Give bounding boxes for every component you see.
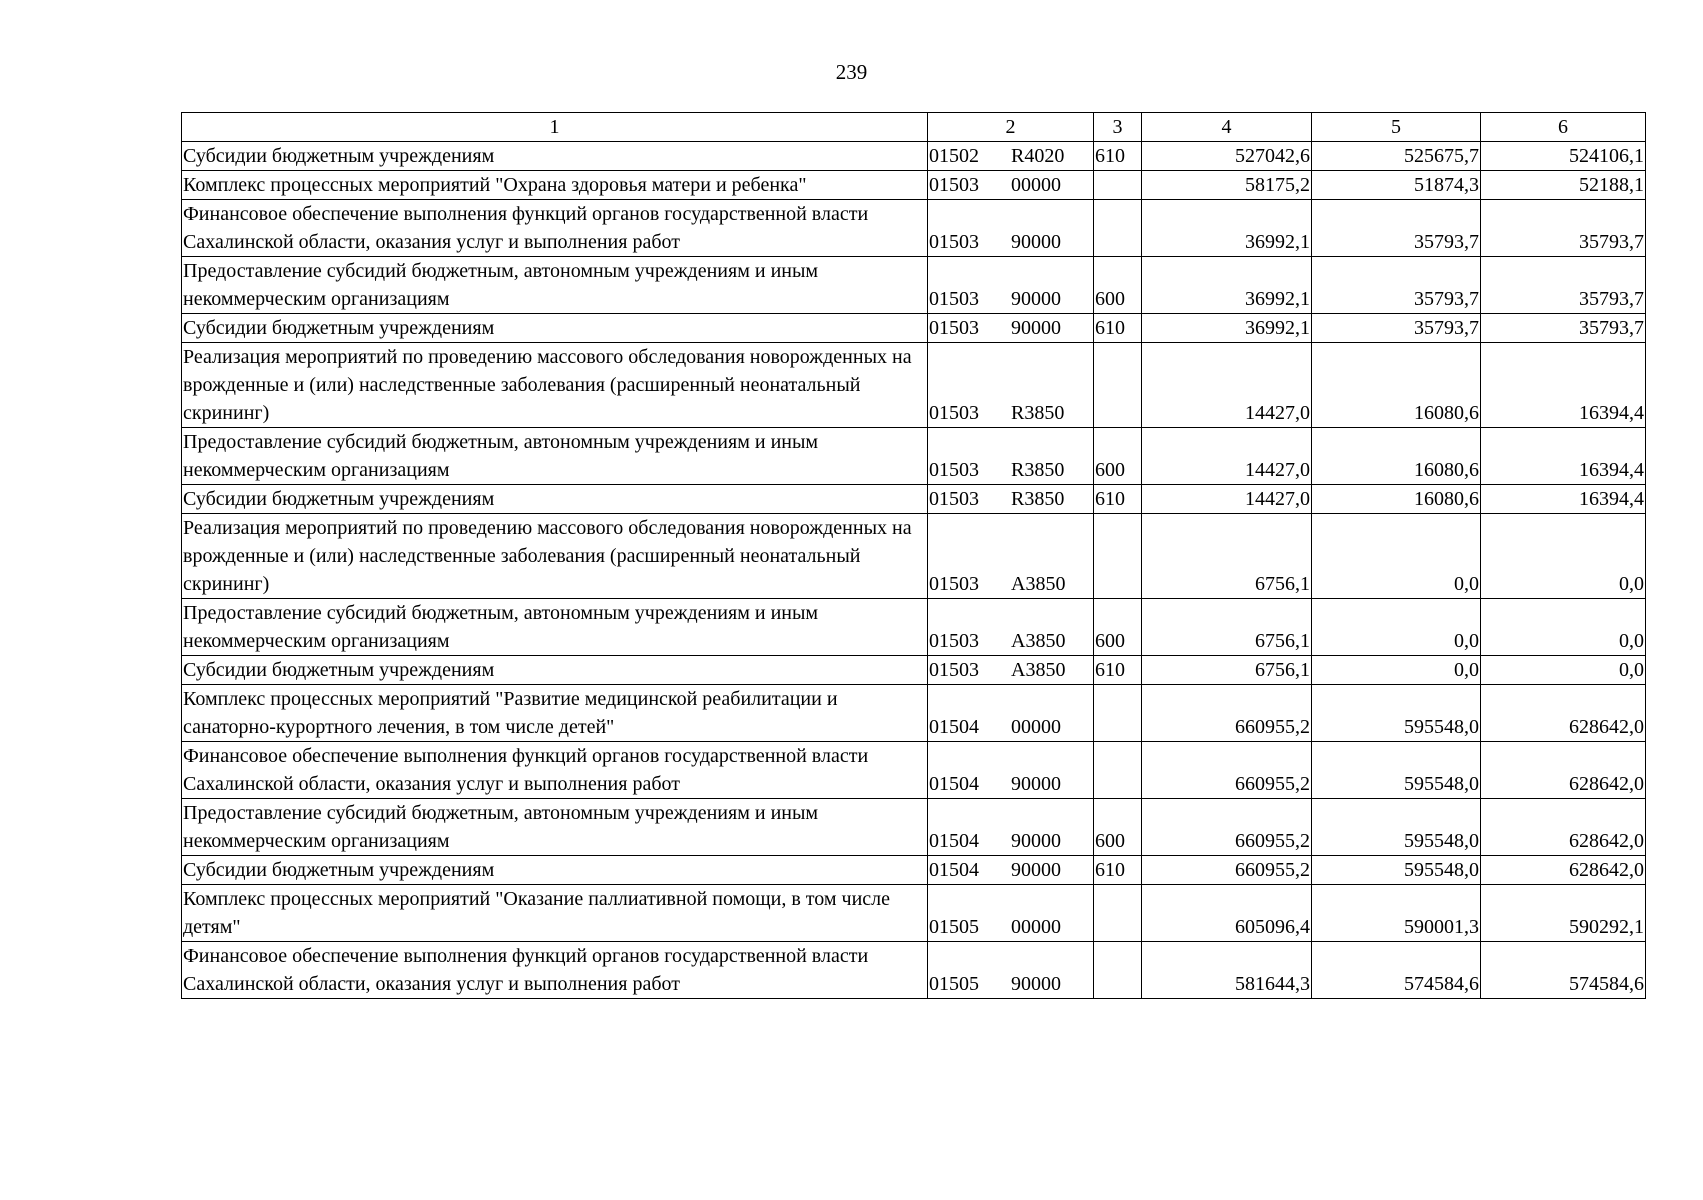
value-col-6: 628642,0 [1481, 742, 1646, 799]
row-code [928, 942, 1094, 999]
budget-table [181, 112, 1646, 999]
program-code: 01505 [929, 973, 979, 995]
value-col-6: 35793,7 [1481, 257, 1646, 314]
expense-type-code: 600 [1094, 599, 1142, 656]
expense-type-code [1094, 200, 1142, 257]
value-col-5: 595548,0 [1312, 799, 1481, 856]
value-col-4: 58175,2 [1142, 171, 1312, 200]
value-col-6: 590292,1 [1481, 885, 1646, 942]
table-row [182, 599, 1646, 656]
value-col-6: 0,0 [1481, 514, 1646, 599]
direction-code: А3850 [1011, 630, 1066, 652]
table-row [182, 856, 1646, 885]
direction-code: R3850 [1011, 459, 1065, 481]
value-col-6: 524106,1 [1481, 142, 1646, 171]
value-col-4: 605096,4 [1142, 885, 1312, 942]
table-header-row [182, 113, 1646, 142]
row-code [928, 142, 1094, 171]
header-col-1: 1 [182, 113, 928, 142]
value-col-5: 0,0 [1312, 599, 1481, 656]
row-name: Субсидии бюджетным учреждениям [182, 314, 928, 343]
value-col-5: 35793,7 [1312, 314, 1481, 343]
table-row [182, 343, 1646, 428]
value-col-4: 14427,0 [1142, 428, 1312, 485]
direction-code: 90000 [1011, 288, 1061, 310]
header-col-2: 2 [928, 113, 1094, 142]
program-code: 01504 [929, 859, 979, 881]
value-col-5: 595548,0 [1312, 856, 1481, 885]
program-code: 01503 [929, 174, 979, 196]
value-col-4: 36992,1 [1142, 200, 1312, 257]
table-row [182, 257, 1646, 314]
program-code: 01503 [929, 459, 979, 481]
value-col-4: 660955,2 [1142, 685, 1312, 742]
program-code: 01503 [929, 659, 979, 681]
table-row [182, 485, 1646, 514]
value-col-4: 36992,1 [1142, 257, 1312, 314]
header-col-4: 4 [1142, 113, 1312, 142]
value-col-4: 660955,2 [1142, 742, 1312, 799]
row-name: Финансовое обеспечение выполнения функций органов государственной власти Сахалинской области, оказания услуг и выполнения работ [182, 942, 928, 999]
table-row [182, 200, 1646, 257]
value-col-4: 581644,3 [1142, 942, 1312, 999]
program-code: 01503 [929, 402, 979, 424]
expense-type-code: 610 [1094, 656, 1142, 685]
row-code [928, 171, 1094, 200]
direction-code: 90000 [1011, 973, 1061, 995]
row-name: Субсидии бюджетным учреждениям [182, 485, 928, 514]
direction-code: 90000 [1011, 859, 1061, 881]
table-body [182, 142, 1646, 999]
value-col-5: 35793,7 [1312, 257, 1481, 314]
value-col-4: 36992,1 [1142, 314, 1312, 343]
table-row [182, 314, 1646, 343]
row-code [928, 685, 1094, 742]
value-col-6: 16394,4 [1481, 343, 1646, 428]
table-row [182, 171, 1646, 200]
value-col-4: 6756,1 [1142, 514, 1312, 599]
direction-code: 00000 [1011, 716, 1061, 738]
program-code: 01504 [929, 830, 979, 852]
direction-code: R3850 [1011, 488, 1065, 510]
row-code [928, 514, 1094, 599]
direction-code: R3850 [1011, 402, 1065, 424]
value-col-5: 595548,0 [1312, 742, 1481, 799]
expense-type-code: 610 [1094, 314, 1142, 343]
row-name: Субсидии бюджетным учреждениям [182, 656, 928, 685]
table-row [182, 428, 1646, 485]
row-code [928, 257, 1094, 314]
value-col-4: 6756,1 [1142, 599, 1312, 656]
value-col-5: 595548,0 [1312, 685, 1481, 742]
value-col-4: 660955,2 [1142, 856, 1312, 885]
value-col-5: 525675,7 [1312, 142, 1481, 171]
row-name: Финансовое обеспечение выполнения функций органов государственной власти Сахалинской области, оказания услуг и выполнения работ [182, 200, 928, 257]
value-col-6: 52188,1 [1481, 171, 1646, 200]
value-col-5: 51874,3 [1312, 171, 1481, 200]
table-row [182, 942, 1646, 999]
value-col-5: 16080,6 [1312, 343, 1481, 428]
table-row [182, 514, 1646, 599]
value-col-4: 660955,2 [1142, 799, 1312, 856]
value-col-6: 628642,0 [1481, 685, 1646, 742]
expense-type-code: 600 [1094, 257, 1142, 314]
row-name: Реализация мероприятий по проведению массового обследования новорожденных на врожденные и (или) наследственные заболевания (расширенный неонатальный скрининг) [182, 514, 928, 599]
row-name: Предоставление субсидий бюджетным, автономным учреждениям и иным некоммерческим организациям [182, 428, 928, 485]
header-col-6: 6 [1481, 113, 1646, 142]
value-col-6: 16394,4 [1481, 428, 1646, 485]
value-col-4: 14427,0 [1142, 485, 1312, 514]
direction-code: 00000 [1011, 174, 1061, 196]
expense-type-code [1094, 742, 1142, 799]
row-name: Комплекс процессных мероприятий "Развитие медицинской реабилитации и санаторно-курортного лечения, в том числе детей" [182, 685, 928, 742]
expense-type-code [1094, 343, 1142, 428]
row-code [928, 885, 1094, 942]
program-code: 01502 [929, 145, 979, 167]
value-col-5: 35793,7 [1312, 200, 1481, 257]
expense-type-code [1094, 171, 1142, 200]
program-code: 01503 [929, 488, 979, 510]
row-name: Субсидии бюджетным учреждениям [182, 142, 928, 171]
direction-code: 90000 [1011, 773, 1061, 795]
expense-type-code: 610 [1094, 142, 1142, 171]
header-col-3: 3 [1094, 113, 1142, 142]
direction-code: 90000 [1011, 317, 1061, 339]
row-code [928, 343, 1094, 428]
expense-type-code: 600 [1094, 799, 1142, 856]
row-name: Предоставление субсидий бюджетным, автономным учреждениям и иным некоммерческим организациям [182, 257, 928, 314]
value-col-5: 0,0 [1312, 656, 1481, 685]
row-code [928, 314, 1094, 343]
value-col-6: 35793,7 [1481, 314, 1646, 343]
value-col-5: 0,0 [1312, 514, 1481, 599]
value-col-6: 16394,4 [1481, 485, 1646, 514]
expense-type-code: 610 [1094, 485, 1142, 514]
program-code: 01503 [929, 317, 979, 339]
table-row [182, 142, 1646, 171]
program-code: 01503 [929, 288, 979, 310]
value-col-4: 6756,1 [1142, 656, 1312, 685]
expense-type-code [1094, 514, 1142, 599]
program-code: 01504 [929, 773, 979, 795]
row-name: Предоставление субсидий бюджетным, автономным учреждениям и иным некоммерческим организациям [182, 599, 928, 656]
row-code [928, 856, 1094, 885]
row-code [928, 742, 1094, 799]
row-name: Субсидии бюджетным учреждениям [182, 856, 928, 885]
row-code [928, 599, 1094, 656]
table-row [182, 742, 1646, 799]
program-code: 01504 [929, 716, 979, 738]
expense-type-code [1094, 685, 1142, 742]
value-col-6: 0,0 [1481, 599, 1646, 656]
program-code: 01503 [929, 231, 979, 253]
expense-type-code: 600 [1094, 428, 1142, 485]
table-row [182, 685, 1646, 742]
row-name: Предоставление субсидий бюджетным, автономным учреждениям и иным некоммерческим организациям [182, 799, 928, 856]
row-name: Финансовое обеспечение выполнения функций органов государственной власти Сахалинской области, оказания услуг и выполнения работ [182, 742, 928, 799]
direction-code: R4020 [1011, 145, 1065, 167]
row-code [928, 428, 1094, 485]
direction-code: 00000 [1011, 916, 1061, 938]
page-number: 239 [835, 60, 868, 84]
expense-type-code [1094, 942, 1142, 999]
row-name: Комплекс процессных мероприятий "Оказание паллиативной помощи, в том числе детям" [182, 885, 928, 942]
row-name: Комплекс процессных мероприятий "Охрана здоровья матери и ребенка" [182, 171, 928, 200]
direction-code: А3850 [1011, 659, 1066, 681]
value-col-5: 16080,6 [1312, 485, 1481, 514]
value-col-5: 574584,6 [1312, 942, 1481, 999]
row-code [928, 656, 1094, 685]
value-col-6: 628642,0 [1481, 799, 1646, 856]
direction-code: А3850 [1011, 573, 1066, 595]
program-code: 01503 [929, 630, 979, 652]
row-code [928, 485, 1094, 514]
row-code [928, 200, 1094, 257]
row-code [928, 799, 1094, 856]
value-col-6: 628642,0 [1481, 856, 1646, 885]
expense-type-code [1094, 885, 1142, 942]
table-row [182, 799, 1646, 856]
direction-code: 90000 [1011, 830, 1061, 852]
value-col-5: 16080,6 [1312, 428, 1481, 485]
row-name: Реализация мероприятий по проведению массового обследования новорожденных на врожденные и (или) наследственные заболевания (расширенный неонатальный скрининг) [182, 343, 928, 428]
table-row [182, 885, 1646, 942]
value-col-4: 527042,6 [1142, 142, 1312, 171]
value-col-6: 574584,6 [1481, 942, 1646, 999]
value-col-5: 590001,3 [1312, 885, 1481, 942]
expense-type-code: 610 [1094, 856, 1142, 885]
value-col-4: 14427,0 [1142, 343, 1312, 428]
program-code: 01505 [929, 916, 979, 938]
table-row [182, 656, 1646, 685]
program-code: 01503 [929, 573, 979, 595]
value-col-6: 0,0 [1481, 656, 1646, 685]
direction-code: 90000 [1011, 231, 1061, 253]
value-col-6: 35793,7 [1481, 200, 1646, 257]
header-col-5: 5 [1312, 113, 1481, 142]
